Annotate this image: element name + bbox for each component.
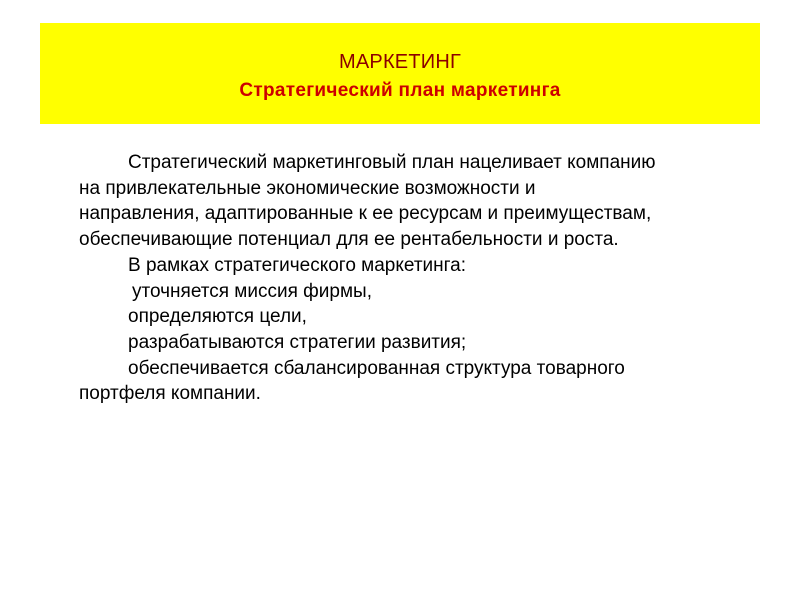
header-band (40, 23, 760, 124)
intro-line: обеспечивающие потенциал для ее рентабельности и роста. (79, 229, 619, 251)
slide-body (79, 150, 769, 407)
lead-in-text: В рамках стратегического маркетинга: (128, 254, 466, 276)
slide-subtitle: Стратегический план маркетинга (239, 80, 561, 101)
list-item: разрабатываются стратегии развития; (128, 331, 467, 353)
list-item: уточняется миссия фирмы, (132, 280, 372, 302)
list-item: определяются цели, (128, 306, 307, 328)
list-item: обеспечивается сбалансированная структура товарного (128, 357, 625, 379)
list-item-continuation: портфеля компании. (79, 383, 261, 405)
intro-line: Стратегический маркетинговый план нацеливает компанию (128, 152, 656, 173)
slide-title: МАРКЕТИНГ (339, 51, 461, 73)
intro-line: направления, адаптированные к ее ресурсам и преимуществам, (79, 203, 652, 225)
intro-line: на привлекательные экономические возможности и (79, 177, 536, 199)
